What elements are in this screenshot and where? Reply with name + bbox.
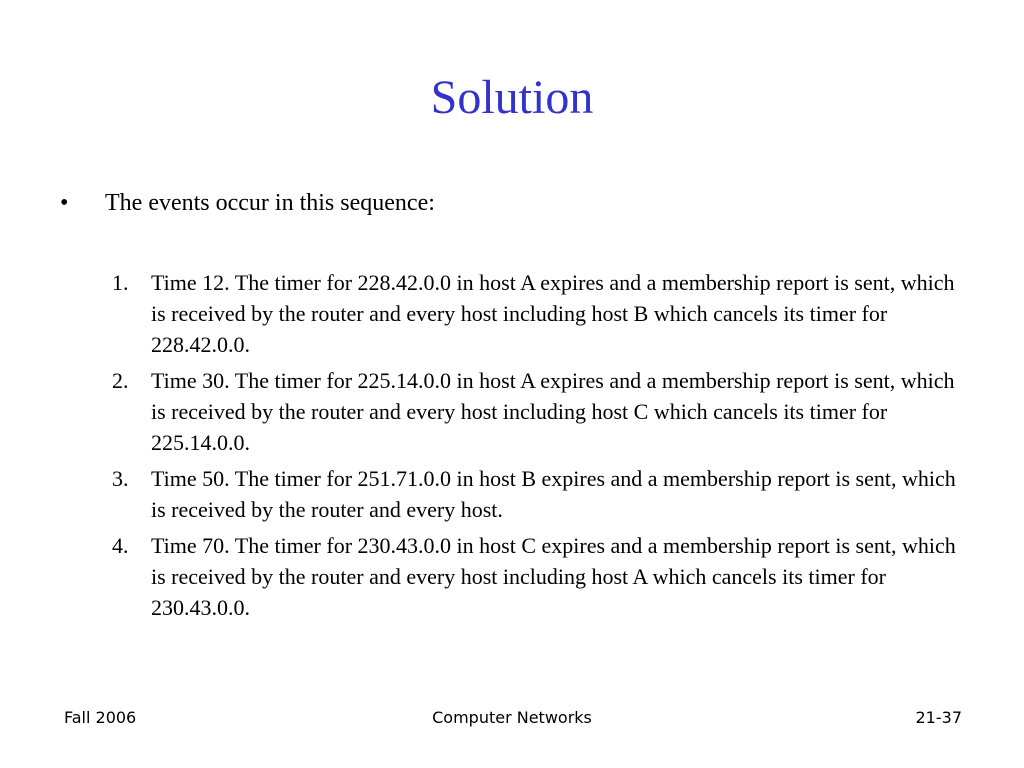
footer-course-title: Computer Networks	[432, 708, 592, 727]
list-item-text: Time 12. The timer for 228.42.0.0 in host A expires and a membership report is sent, which is received by the router and every host including host B which cancels its timer for 228.42.0.0.	[151, 270, 955, 357]
list-item-text: Time 70. The timer for 230.43.0.0 in host C expires and a membership report is sent, which is received by the router and every host including host A which cancels its timer for 230.43.0.0.	[151, 533, 956, 620]
footer-slide-number: 21-37	[915, 708, 962, 727]
list-item	[112, 365, 962, 458]
list-item	[112, 530, 962, 623]
footer-date: Fall 2006	[64, 708, 137, 727]
list-item-number: 3.	[112, 466, 129, 491]
list-item-text: Time 50. The timer for 251.71.0.0 in host B expires and a membership report is sent, which is received by the router and every host.	[151, 466, 956, 522]
list-item-number: 4.	[112, 533, 129, 558]
bullet-text: The events occur in this sequence:	[105, 190, 435, 216]
list-item-number: 1.	[112, 270, 129, 295]
slide-title: Solution	[430, 71, 594, 124]
list-item	[112, 267, 962, 360]
list-item-number: 2.	[112, 368, 129, 393]
list-item	[112, 463, 962, 525]
list-item-text: Time 30. The timer for 225.14.0.0 in host A expires and a membership report is sent, which is received by the router and every host including host C which cancels its timer for 225.14.0.0.	[151, 368, 955, 455]
bullet-marker: •	[60, 190, 69, 216]
event-sequence-list	[112, 267, 962, 628]
